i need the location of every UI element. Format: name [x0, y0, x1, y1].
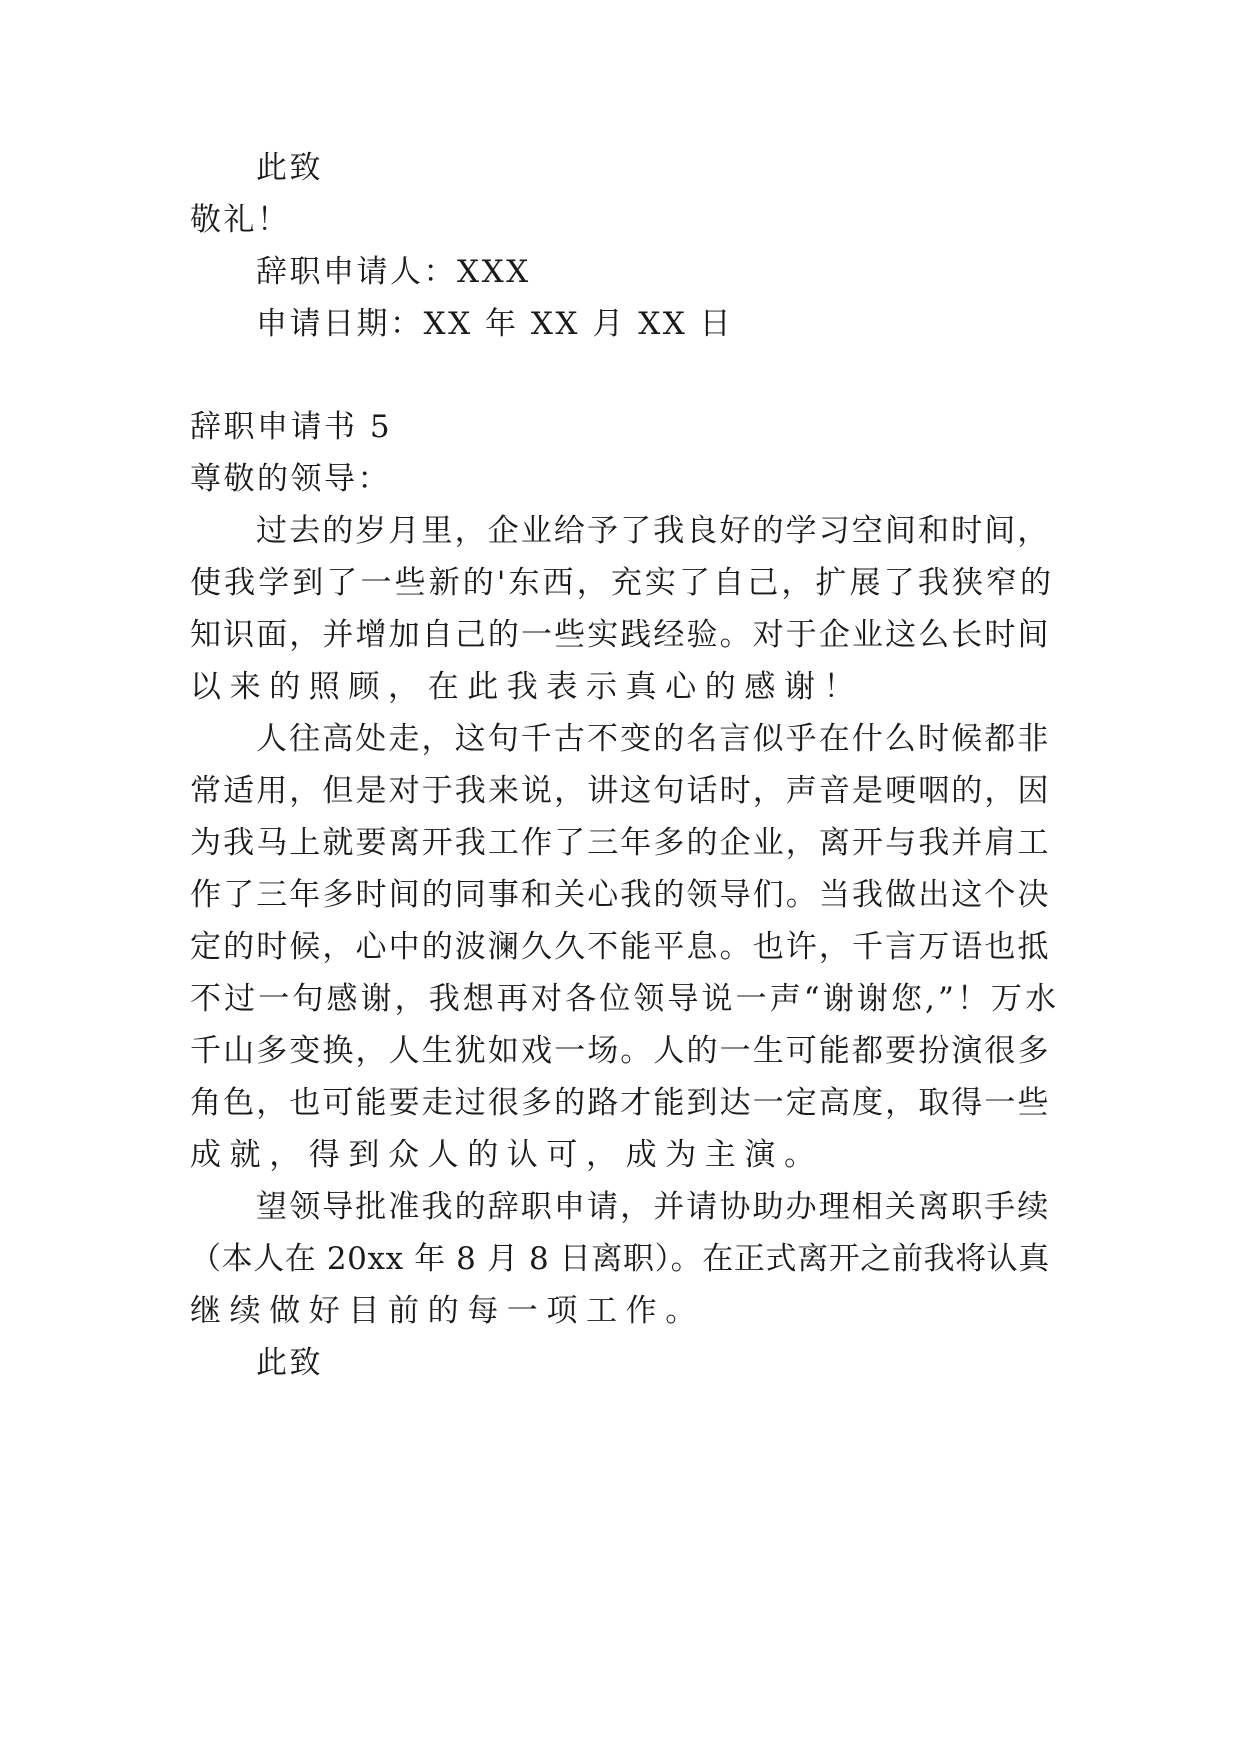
- application-date-line: 申请日期：XX 年 XX 月 XX 日: [256, 306, 734, 342]
- letter-title: 辞职申请书 5: [190, 409, 393, 445]
- paragraph-3-line: 继续做好目前的每一项工作。: [190, 1293, 705, 1329]
- paragraph-1-line: 过去的岁月里，企业给予了我良好的学习空间和时间，: [256, 513, 1051, 549]
- paragraph-2-line: 角色，也可能要走过很多的路才能到达一定高度，取得一些: [190, 1085, 1051, 1121]
- paragraph-2-line: 作了三年多时间的同事和关心我的领导们。当我做出这个决: [190, 877, 1051, 913]
- paragraph-2-line: 常适用，但是对于我来说，讲这句话时，声音是哽咽的，因: [190, 773, 1051, 809]
- letter-salutation: 此致: [256, 1345, 323, 1381]
- paragraph-2-line: 成就，得到众人的认可，成为主演。: [190, 1137, 824, 1173]
- closing-salutation: 此致: [256, 150, 323, 186]
- paragraph-2-line: 人往高处走，这句千古不变的名言似乎在什么时候都非: [256, 721, 1051, 757]
- paragraph-2-line: 定的时候，心中的波澜久久不能平息。也许，千言万语也抵: [190, 929, 1051, 965]
- paragraph-3-line: （本人在 20xx 年 8 月 8 日离职）。在正式离开之前我将认真: [190, 1241, 1050, 1277]
- paragraph-1-line: 知识面，并增加自己的一些实践经验。对于企业这么长时间: [190, 617, 1051, 653]
- paragraph-3-line: 望领导批准我的辞职申请，并请协助办理相关离职手续: [256, 1189, 1051, 1225]
- letter-greeting: 尊敬的领导：: [190, 461, 391, 497]
- paragraph-1-line: 以来的照顾，在此我表示真心的感谢！: [190, 669, 864, 705]
- applicant-line: 辞职申请人：XXX: [256, 254, 531, 290]
- paragraph-2-line: 为我马上就要离开我工作了三年多的企业，离开与我并肩工: [190, 825, 1051, 861]
- paragraph-2-line: 不过一句感谢，我想再对各位领导说一声“谢谢您,”！万水: [190, 981, 1060, 1017]
- paragraph-1-line: 使我学到了一些新的'东西，充实了自己，扩展了我狭窄的: [190, 565, 1055, 601]
- paragraph-2-line: 千山多变换，人生犹如戏一场。人的一生可能都要扮演很多: [190, 1033, 1051, 1069]
- closing-regards: 敬礼！: [190, 202, 291, 238]
